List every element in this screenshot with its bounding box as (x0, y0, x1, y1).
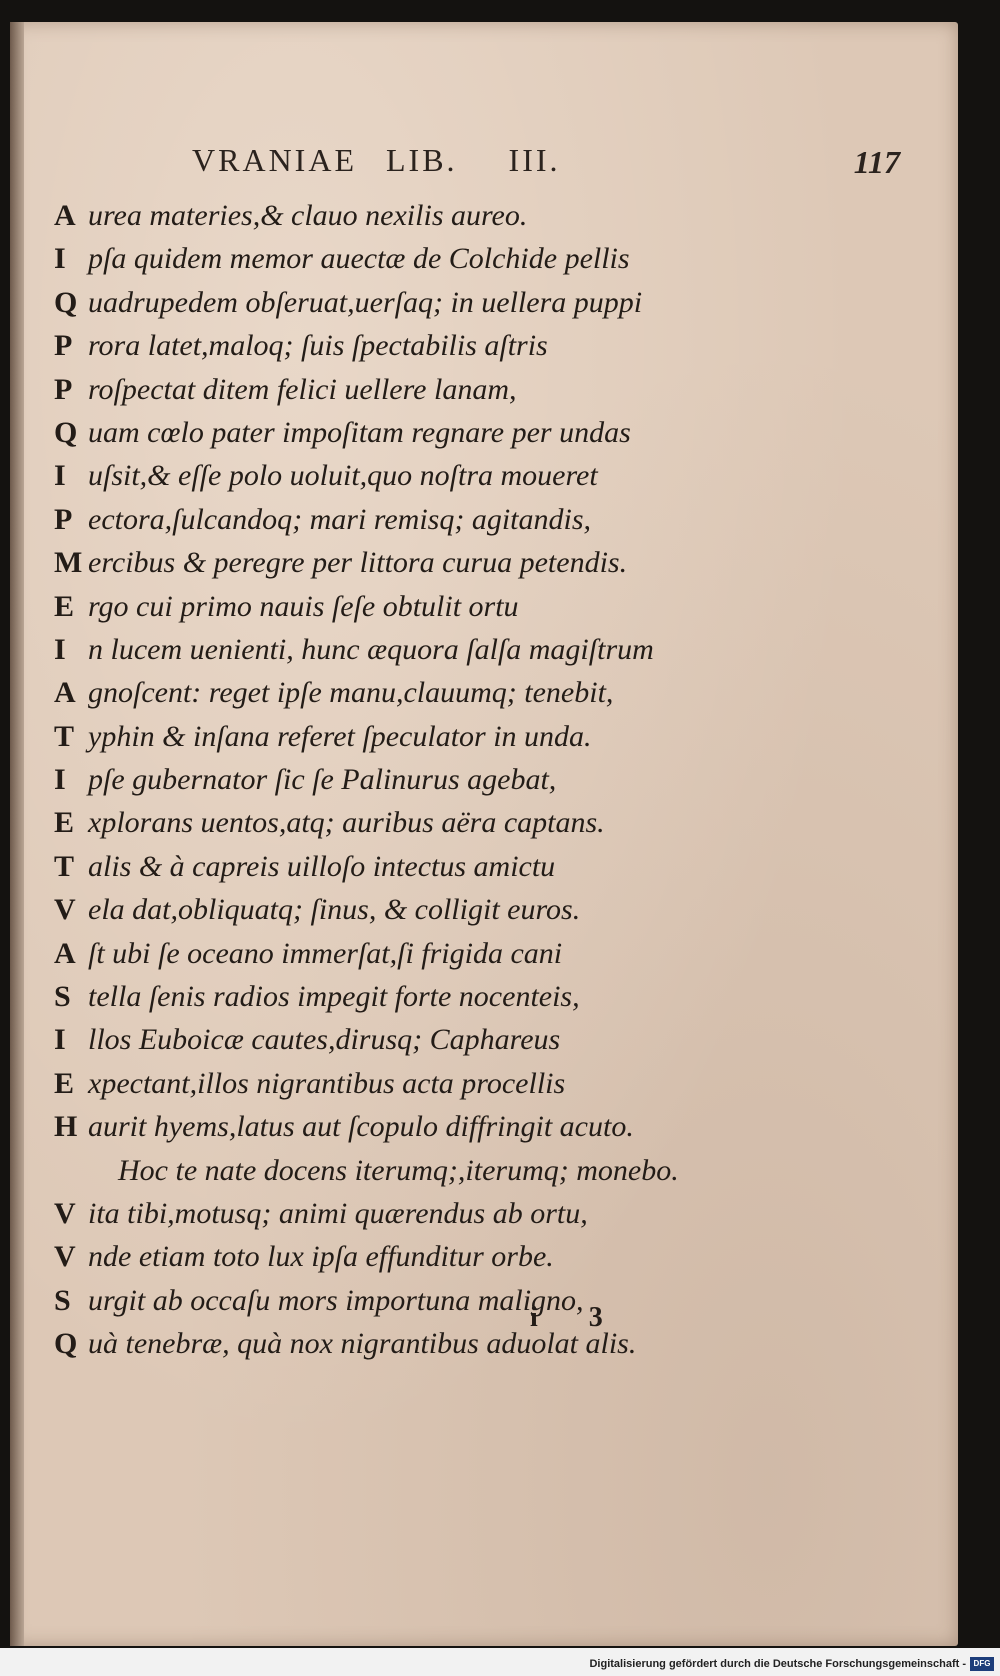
verse-line (54, 671, 754, 714)
verse-line (54, 715, 754, 758)
footer-bar (0, 1648, 1000, 1676)
verse-text: aurit hyems,latus aut ſcopulo diffringit acuto. (88, 1110, 634, 1144)
verse-text: ſt ubi ſe oceano immerſat,ſi frigida cani (88, 936, 563, 970)
verse-initial: Q (54, 1327, 78, 1361)
verse-text: gnoſcent: reget ipſe manu,clauumq; tenebit, (88, 676, 614, 710)
running-head-title: VRANIAE (192, 142, 357, 178)
verse-initial: E (54, 589, 75, 623)
page-gutter (10, 22, 24, 1646)
verse-line (54, 932, 754, 975)
verse-text: ectora,ſulcandoq; mari remisq; agitandis, (88, 502, 592, 536)
verse-text: nde etiam toto lux ipſa effunditur orbe. (88, 1240, 554, 1274)
verse-text: llos Euboicæ cautes,dirusq; Caphareus (88, 1023, 561, 1057)
verse-line (54, 541, 754, 584)
verse-initial: V (54, 1196, 76, 1230)
verse-initial: P (54, 502, 73, 536)
verse-initial: P (54, 329, 73, 363)
verse-line (54, 1322, 754, 1365)
verse-line (54, 628, 754, 671)
verse-initial: S (54, 980, 71, 1014)
verse-text: rgo cui primo nauis ſeſe obtulit ortu (88, 589, 519, 623)
verse-initial: Q (54, 285, 78, 319)
verse-text: uadrupedem obſeruat,uerſaq; in uellera puppi (88, 285, 643, 319)
verse-text: ercibus & peregre per littora curua petendis. (88, 546, 628, 580)
verse-initial: I (54, 632, 66, 666)
verse-initial: A (54, 199, 76, 232)
verse-line (54, 975, 754, 1018)
verse-line (54, 194, 754, 237)
verse-initial: T (54, 849, 75, 883)
verse-line (54, 845, 754, 888)
verse-line (54, 237, 754, 280)
verse-text: xplorans uentos,atq; auribus aëra captans. (88, 806, 605, 840)
verse-line (54, 1279, 754, 1322)
verse-line (54, 498, 754, 541)
signature-mark: i 3 (530, 1302, 625, 1333)
verse-initial: I (54, 242, 66, 276)
running-head-book: III. (508, 142, 561, 178)
dfg-logo: DFG (970, 1657, 994, 1671)
book-page (10, 22, 958, 1646)
verse-text: rora latet,maloq; ſuis ſpectabilis aſtris (88, 329, 548, 363)
verse-line (54, 1149, 754, 1192)
verse-line (54, 454, 754, 497)
verse-line (54, 411, 754, 454)
verse-text: alis & à capreis uilloſo intectus amictu (88, 849, 556, 883)
verse-initial: E (54, 1066, 75, 1100)
verse-line (54, 368, 754, 411)
verse-initial: S (54, 1283, 71, 1317)
verse-list (54, 194, 754, 1366)
verse-initial: V (54, 893, 76, 927)
verse-line (54, 888, 754, 931)
verse-initial: V (54, 1240, 76, 1274)
verse-line (54, 1062, 754, 1105)
verse-line (54, 758, 754, 801)
running-head (192, 142, 561, 179)
verse-text: uſsit,& eſſe polo uoluit,quo noſtra moueret (88, 459, 598, 493)
verse-text: n lucem uenienti, hunc æquora ſalſa magiſtrum (88, 632, 654, 666)
verse-initial: P (54, 372, 73, 406)
verse-text: uà tenebræ, quà nox nigrantibus aduolat alis. (88, 1327, 637, 1361)
verse-text: roſpectat ditem felici uellere lanam, (88, 372, 517, 406)
verse-text: urea materies,& clauo nexilis aureo. (88, 199, 528, 232)
verse-initial: A (54, 676, 76, 710)
verse-line (54, 1235, 754, 1278)
page-number: 117 (853, 144, 900, 180)
page-header (182, 142, 918, 192)
verse-initial: I (54, 459, 66, 493)
verse-line (54, 324, 754, 367)
verse-text: urgit ab occaſu mors importuna maligno, (88, 1283, 584, 1317)
verse-line (54, 1192, 754, 1235)
verse-text: ela dat,obliquatq; ſinus, & colligit euros. (88, 893, 581, 927)
verse-line (54, 1018, 754, 1061)
verse-initial: I (54, 1023, 66, 1057)
verse-initial: M (54, 546, 83, 580)
verse-text: ita tibi,motusq; animi quærendus ab ortu, (88, 1196, 588, 1230)
verse-text: Hoc te nate docens iterumq;,iterumq; monebo. (118, 1153, 679, 1187)
verse-text: tella ſenis radios impegit forte nocenteis, (88, 980, 580, 1014)
verse-text: yphin & inſana referet ſpeculator in unda. (88, 719, 592, 753)
verse-line (54, 801, 754, 844)
verse-text: xpectant,illos nigrantibus acta procellis (88, 1066, 566, 1100)
footer-credit: Digitalisierung gefördert durch die Deutsche Forschungsgemeinschaft - (589, 1658, 966, 1670)
verse-initial: A (54, 936, 76, 970)
verse-line (54, 281, 754, 324)
running-head-lib: LIB. (385, 142, 458, 178)
verse-line (54, 1105, 754, 1148)
verse-text: uam cœlo pater impoſitam regnare per undas (88, 415, 631, 449)
verse-initial: I (54, 763, 66, 797)
verse-initial: E (54, 806, 75, 840)
verse-line (54, 585, 754, 628)
verse-initial: H (54, 1110, 78, 1144)
verse-text: pſe gubernator ſic ſe Palinurus agebat, (88, 763, 557, 797)
verse-initial: Q (54, 415, 78, 449)
verse-initial: T (54, 719, 75, 753)
verse-text: pſa quidem memor auectæ de Colchide pellis (88, 242, 630, 276)
